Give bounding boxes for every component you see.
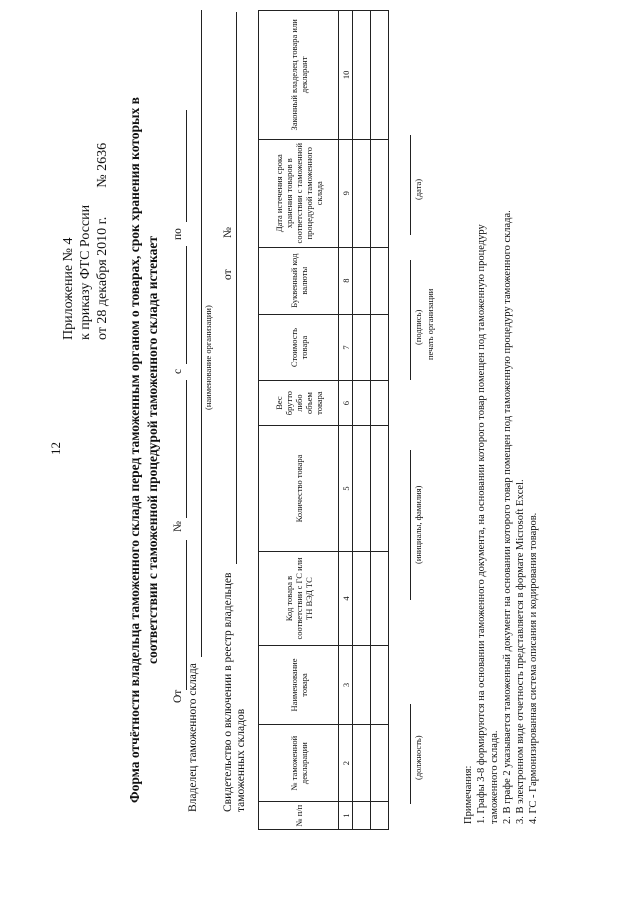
header-cell: № таможенной декларации xyxy=(259,725,339,802)
note-item: 4. ГС - Гармонизированная система описания и кодирования товаров. xyxy=(528,512,539,824)
table-cell xyxy=(353,381,371,425)
period-num-line xyxy=(186,380,187,518)
note-item: 1. Графы 3-8 формируются на основании таможенного документа, на основании которого товар помещен под таможенную процедуру xyxy=(476,224,487,824)
date-line xyxy=(410,135,411,235)
form-title-line-2: соответствии с таможенной процедурой таможенного склада истекает xyxy=(145,235,160,665)
certificate-line xyxy=(236,236,237,564)
owner-label: Владелец таможенного склада xyxy=(187,663,199,812)
column-number: 8 xyxy=(339,247,353,314)
period-po-line xyxy=(186,110,187,222)
form-title xyxy=(126,20,162,880)
header-cell: Вес брутто либо объем товара xyxy=(259,381,339,425)
report-table xyxy=(258,10,389,830)
table-cell xyxy=(371,725,389,802)
position-line xyxy=(410,704,411,804)
column-number: 2 xyxy=(339,725,353,802)
table-cell xyxy=(371,11,389,140)
position-caption: (должность) xyxy=(413,735,423,780)
table-cell xyxy=(371,139,389,247)
certificate-label-line-2: таможенных складов xyxy=(235,708,247,812)
certificate-label xyxy=(222,573,248,812)
table-cell xyxy=(353,11,371,140)
certificate-ot-label: от xyxy=(222,269,234,280)
period-s-label: с xyxy=(172,368,184,374)
table-cell xyxy=(353,314,371,381)
appendix-line-2: к приказу ФТС России xyxy=(78,204,93,340)
table-row xyxy=(353,11,371,830)
owner-line xyxy=(201,10,202,657)
table-cell xyxy=(353,139,371,247)
note-item: таможенного склада. xyxy=(489,730,500,824)
table-cell xyxy=(371,645,389,724)
notes-heading: Примечания: xyxy=(463,765,474,824)
table-cell xyxy=(371,425,389,552)
signature-caption: (подпись) xyxy=(413,309,423,345)
appendix-line-3 xyxy=(94,143,111,340)
header-cell: Стоимость товара xyxy=(259,314,339,381)
column-number: 4 xyxy=(339,552,353,646)
appendix-block xyxy=(60,143,111,340)
certificate-num-line xyxy=(236,12,237,224)
header-cell: Дата истечения срока хранения товаров в соответствии с таможенной процедурой таможенного склада xyxy=(259,139,339,247)
form-title-line-1: Форма отчётности владельца таможенного склада перед таможенным органом о товарах, срок хранения которых в xyxy=(127,97,142,803)
column-number: 3 xyxy=(339,645,353,724)
header-cell: Наименование товара xyxy=(259,645,339,724)
header-cell: Законный владелец товара или декларант xyxy=(259,11,339,140)
header-cell: Буквенный код валюты xyxy=(259,247,339,314)
notes-block xyxy=(462,210,540,824)
signature-line xyxy=(410,260,411,380)
certificate-num-label: № xyxy=(222,227,234,238)
column-number: 7 xyxy=(339,314,353,381)
note-item: 2. В графе 2 указывается таможенный документ на основании которого товар помещен под таможенную процедуру таможенного склада. xyxy=(502,210,513,824)
table-cell xyxy=(371,802,389,830)
table-header-row xyxy=(259,11,339,830)
initials-line xyxy=(410,450,411,600)
header-cell: № п/п xyxy=(259,802,339,830)
table-row xyxy=(371,11,389,830)
table-cell xyxy=(371,247,389,314)
period-po-label: по xyxy=(172,228,184,240)
header-cell: Количество товара xyxy=(259,425,339,552)
owner-caption: (наименование организации) xyxy=(203,305,213,410)
column-number: 1 xyxy=(339,802,353,830)
column-number: 9 xyxy=(339,139,353,247)
page-number: 12 xyxy=(48,442,63,455)
table-cell xyxy=(353,725,371,802)
column-number: 5 xyxy=(339,425,353,552)
table-number-row xyxy=(339,11,353,830)
column-number: 10 xyxy=(339,11,353,140)
appendix-date: от 28 декабря 2010 г. xyxy=(95,216,110,340)
period-s-line xyxy=(186,246,187,364)
date-caption: (дата) xyxy=(413,178,423,200)
table-cell xyxy=(353,802,371,830)
appendix-order-number: № 2636 xyxy=(95,142,110,188)
certificate-label-line-1: Свидетельство о включении в реестр владельцев xyxy=(222,572,234,812)
initials-caption: (инициалы, фамилия) xyxy=(413,485,423,564)
table-cell xyxy=(371,552,389,646)
table-cell xyxy=(371,381,389,425)
period-from-label: От xyxy=(172,689,184,703)
table-cell xyxy=(353,425,371,552)
table-cell xyxy=(371,314,389,381)
table-cell xyxy=(353,247,371,314)
header-cell: Код товара в соответствии с ГС или ТН ВЭД ТС xyxy=(259,552,339,646)
table-cell xyxy=(353,645,371,724)
note-item: 3. В электронном виде отчетность представляется в формате Microsoft Excel. xyxy=(515,479,526,824)
column-number: 6 xyxy=(339,381,353,425)
appendix-line-1: Приложение № 4 xyxy=(61,237,76,340)
seal-caption: печать организации xyxy=(425,288,435,360)
period-num-label: № xyxy=(172,521,184,532)
table-cell xyxy=(353,552,371,646)
